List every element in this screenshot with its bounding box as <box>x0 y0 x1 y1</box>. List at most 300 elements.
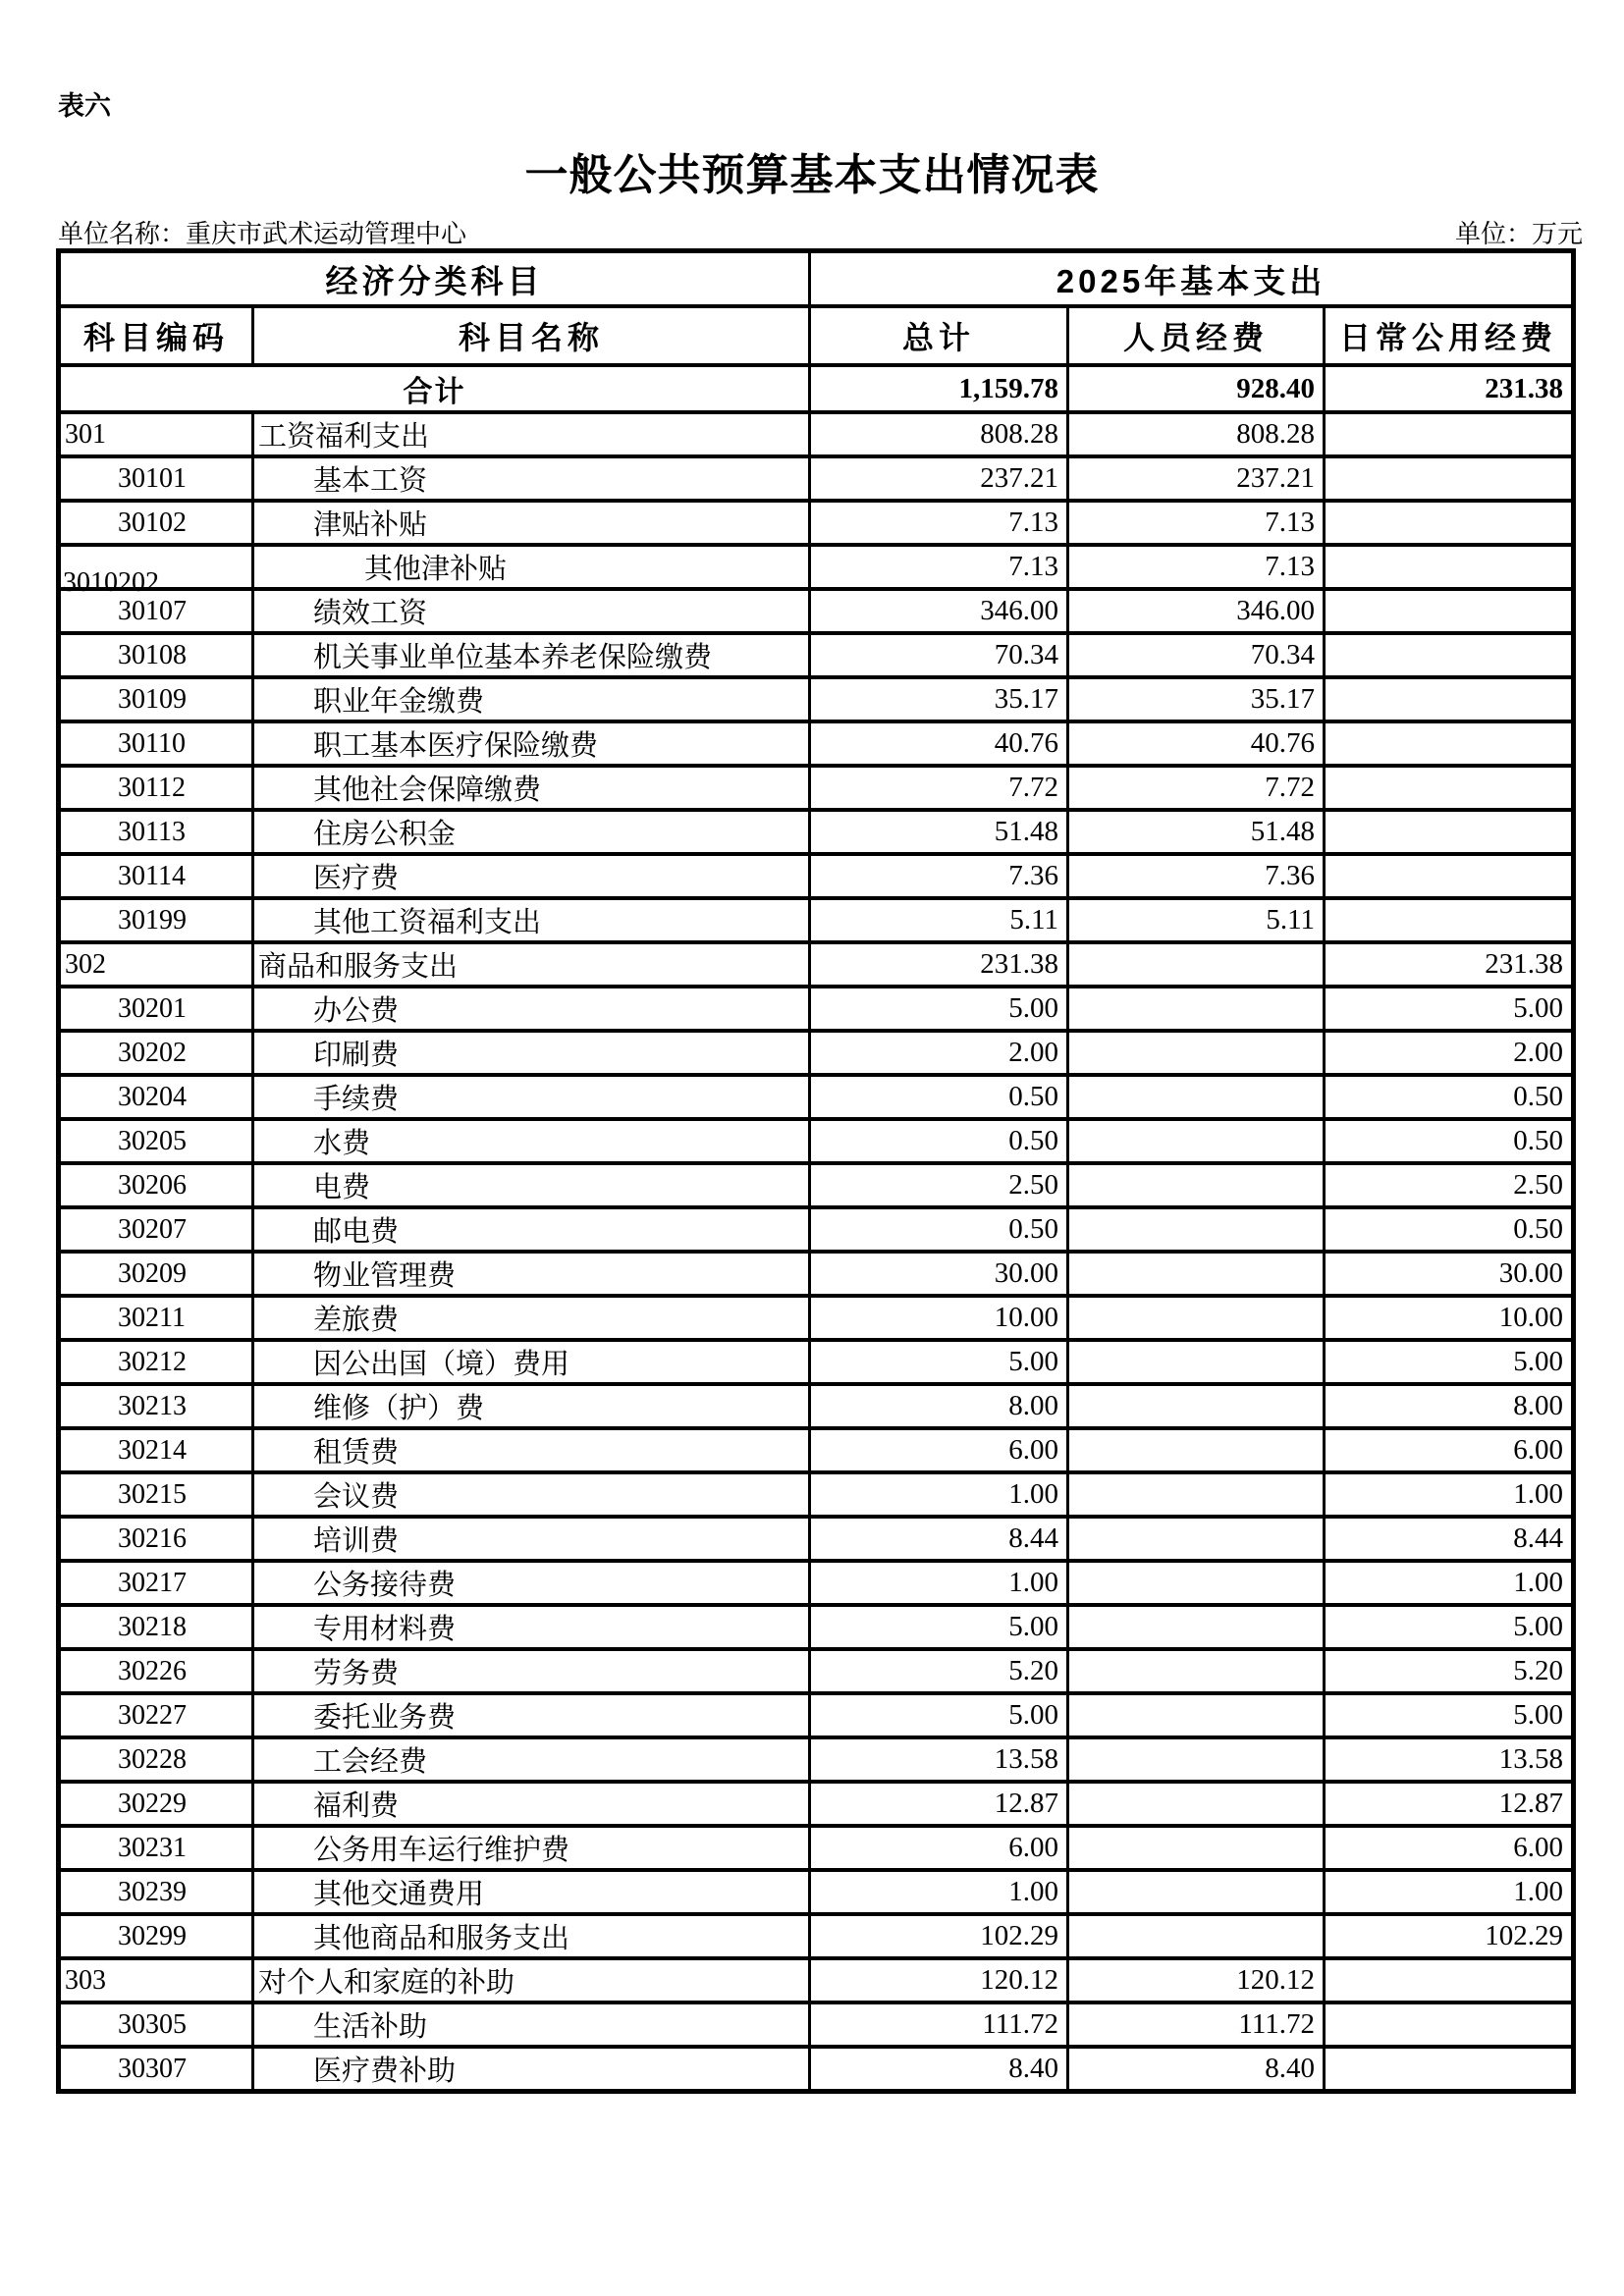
subject-code-cell <box>59 1561 253 1605</box>
subject-name-cell <box>253 1296 810 1340</box>
total-value-cell: 6.00 <box>810 1826 1068 1870</box>
subject-name: 其他工资福利支出 <box>313 907 542 938</box>
personnel-value-cell <box>1068 1207 1325 1252</box>
subject-name-cell <box>253 1826 810 1870</box>
header-columns-row <box>59 306 1574 365</box>
subject-name: 公务接待费 <box>313 1570 457 1601</box>
subject-code-cell <box>59 1782 253 1826</box>
subject-code: 30205 <box>118 1125 187 1156</box>
header-subject-code: 科目编码 <box>59 306 253 365</box>
subject-code: 30112 <box>118 772 186 803</box>
daily-value-cell: 2.50 <box>1325 1163 1574 1207</box>
subject-name-cell <box>253 987 810 1031</box>
subject-name-cell <box>253 1561 810 1605</box>
subject-code-cell <box>59 987 253 1031</box>
daily-value-cell <box>1325 677 1574 721</box>
subject-name: 因公出国（境）费用 <box>313 1349 570 1380</box>
subject-name: 公务用车运行维护费 <box>313 1835 570 1866</box>
subject-code-cell <box>59 1914 253 1958</box>
subject-code: 30231 <box>118 1832 187 1863</box>
daily-value-cell: 30.00 <box>1325 1252 1574 1296</box>
header-subject-name: 科目名称 <box>253 306 810 365</box>
subject-name: 委托业务费 <box>313 1702 457 1734</box>
subject-name: 电费 <box>313 1172 371 1203</box>
table-row <box>59 1075 1574 1119</box>
subject-code: 30307 <box>118 2053 187 2084</box>
subject-code: 30212 <box>118 1346 187 1377</box>
personnel-value-cell <box>1068 1296 1325 1340</box>
personnel-value-cell <box>1068 942 1325 987</box>
personnel-value-cell: 35.17 <box>1068 677 1325 721</box>
subject-code: 3010202 <box>63 567 159 598</box>
table-row <box>59 1207 1574 1252</box>
total-value-cell: 8.40 <box>810 2047 1068 2092</box>
meta-line <box>58 214 1583 250</box>
subject-code-cell <box>59 854 253 898</box>
header-2025-basic-expenditure: 2025年基本支出 <box>810 251 1574 307</box>
daily-value-cell: 5.00 <box>1325 1340 1574 1384</box>
personnel-value-cell: 7.72 <box>1068 766 1325 810</box>
table-row <box>59 1340 1574 1384</box>
subject-code: 30226 <box>118 1655 187 1686</box>
subject-name-cell <box>253 810 810 854</box>
daily-value-cell: 5.00 <box>1325 1605 1574 1649</box>
daily-value-cell: 2.00 <box>1325 1031 1574 1075</box>
subject-name-cell <box>253 2002 810 2047</box>
subject-name-cell <box>253 1693 810 1737</box>
subject-name: 办公费 <box>313 995 400 1027</box>
subject-name: 福利费 <box>313 1790 400 1822</box>
subject-name-cell <box>253 1428 810 1472</box>
subject-name: 绩效工资 <box>313 598 428 629</box>
personnel-value-cell <box>1068 987 1325 1031</box>
table-row <box>59 1031 1574 1075</box>
subject-name: 其他津补贴 <box>364 554 508 585</box>
subject-code-cell <box>59 2002 253 2047</box>
subject-code: 30214 <box>118 1434 187 1466</box>
table-row <box>59 942 1574 987</box>
daily-value-cell: 5.00 <box>1325 1693 1574 1737</box>
personnel-value-cell <box>1068 1384 1325 1428</box>
table-row <box>59 1517 1574 1561</box>
personnel-value-cell <box>1068 1163 1325 1207</box>
table-row <box>59 1252 1574 1296</box>
subject-code-cell <box>59 898 253 942</box>
total-value-cell: 8.00 <box>810 1384 1068 1428</box>
daily-value-cell: 1.00 <box>1325 1472 1574 1517</box>
subject-code-cell <box>59 1252 253 1296</box>
subject-name: 印刷费 <box>313 1040 400 1071</box>
total-value-cell: 7.72 <box>810 766 1068 810</box>
subject-name: 邮电费 <box>313 1216 400 1248</box>
daily-value-cell <box>1325 633 1574 677</box>
header-group-row <box>59 251 1574 307</box>
personnel-value-cell <box>1068 1605 1325 1649</box>
table-row <box>59 810 1574 854</box>
daily-value-cell <box>1325 545 1574 589</box>
table-row <box>59 721 1574 766</box>
daily-value-cell: 0.50 <box>1325 1207 1574 1252</box>
subject-code: 30202 <box>118 1037 187 1068</box>
subject-code-cell <box>59 1472 253 1517</box>
total-value-cell: 5.20 <box>810 1649 1068 1693</box>
personnel-value-cell: 808.28 <box>1068 412 1325 456</box>
subject-name: 生活补助 <box>313 2011 428 2043</box>
table-row <box>59 589 1574 633</box>
table-row <box>59 1605 1574 1649</box>
subject-code-cell <box>59 1693 253 1737</box>
table-row <box>59 545 1574 589</box>
subject-name-cell <box>253 898 810 942</box>
subject-name: 物业管理费 <box>313 1260 457 1292</box>
subject-code-cell <box>59 1517 253 1561</box>
personnel-value-cell <box>1068 1075 1325 1119</box>
total-value-cell: 7.13 <box>810 501 1068 545</box>
daily-value-cell <box>1325 456 1574 501</box>
page-tag: 表六 <box>58 91 111 121</box>
personnel-value-cell <box>1068 1252 1325 1296</box>
subject-name: 会议费 <box>313 1481 400 1513</box>
daily-value-cell <box>1325 898 1574 942</box>
personnel-value-cell <box>1068 1340 1325 1384</box>
subject-name: 医疗费 <box>313 863 400 894</box>
subject-code: 30218 <box>118 1611 187 1642</box>
subject-name: 劳务费 <box>313 1658 400 1689</box>
subject-code: 30217 <box>118 1567 187 1598</box>
total-value-cell: 7.13 <box>810 545 1068 589</box>
subject-code-cell <box>59 633 253 677</box>
table-row <box>59 1737 1574 1782</box>
subject-code: 30110 <box>118 727 186 759</box>
subject-code: 30215 <box>118 1478 187 1510</box>
table-row <box>59 2002 1574 2047</box>
total-value-cell: 0.50 <box>810 1075 1068 1119</box>
subject-name: 其他社会保障缴费 <box>313 774 542 806</box>
total-value-cell: 5.00 <box>810 1693 1068 1737</box>
header-personnel-expense: 人员经费 <box>1068 306 1325 365</box>
personnel-value-cell: 5.11 <box>1068 898 1325 942</box>
subject-name-cell <box>253 1340 810 1384</box>
personnel-value-cell <box>1068 1649 1325 1693</box>
table-row <box>59 1782 1574 1826</box>
personnel-value-cell: 7.36 <box>1068 854 1325 898</box>
subject-name-cell <box>253 1384 810 1428</box>
total-value-cell: 346.00 <box>810 589 1068 633</box>
total-value-cell: 1.00 <box>810 1561 1068 1605</box>
budget-table <box>56 248 1576 2094</box>
subject-name-cell <box>253 412 810 456</box>
subject-name: 专用材料费 <box>313 1614 457 1645</box>
subject-name: 职工基本医疗保险缴费 <box>313 730 599 762</box>
subject-code-cell <box>59 810 253 854</box>
subject-code-cell <box>59 1870 253 1914</box>
daily-value-cell: 6.00 <box>1325 1826 1574 1870</box>
table-row <box>59 1296 1574 1340</box>
subject-name-cell <box>253 1649 810 1693</box>
total-value-cell: 8.44 <box>810 1517 1068 1561</box>
total-value-cell: 120.12 <box>810 1958 1068 2002</box>
daily-value-cell <box>1325 766 1574 810</box>
table-row <box>59 854 1574 898</box>
daily-value-cell <box>1325 2002 1574 2047</box>
personnel-value-cell <box>1068 1119 1325 1163</box>
personnel-value-cell: 51.48 <box>1068 810 1325 854</box>
subject-name-cell <box>253 545 810 589</box>
total-value-cell: 6.00 <box>810 1428 1068 1472</box>
subject-name-cell <box>253 1163 810 1207</box>
total-value-cell: 7.36 <box>810 854 1068 898</box>
subject-name-cell <box>253 1958 810 2002</box>
subject-code: 30229 <box>118 1788 187 1819</box>
subject-name-cell <box>253 1782 810 1826</box>
daily-value-cell: 0.50 <box>1325 1075 1574 1119</box>
table-row <box>59 1472 1574 1517</box>
grand-total-daily: 231.38 <box>1325 365 1574 412</box>
subject-name-cell <box>253 1075 810 1119</box>
table-row <box>59 987 1574 1031</box>
subject-code: 30209 <box>118 1257 187 1289</box>
total-value-cell: 5.11 <box>810 898 1068 942</box>
personnel-value-cell: 237.21 <box>1068 456 1325 501</box>
personnel-value-cell: 120.12 <box>1068 1958 1325 2002</box>
total-value-cell: 2.50 <box>810 1163 1068 1207</box>
daily-value-cell <box>1325 721 1574 766</box>
subject-code-cell <box>59 1958 253 2002</box>
daily-value-cell <box>1325 589 1574 633</box>
subject-code: 30101 <box>118 462 187 494</box>
subject-name-cell <box>253 1517 810 1561</box>
subject-code: 30108 <box>118 639 187 670</box>
subject-name: 其他交通费用 <box>313 1879 485 1910</box>
total-value-cell: 1.00 <box>810 1472 1068 1517</box>
grand-total-personnel: 928.40 <box>1068 365 1325 412</box>
subject-code-cell <box>59 1031 253 1075</box>
subject-code-cell <box>59 1119 253 1163</box>
subject-code: 30228 <box>118 1743 187 1775</box>
subject-code-cell <box>59 1605 253 1649</box>
daily-value-cell: 12.87 <box>1325 1782 1574 1826</box>
table-row <box>59 1384 1574 1428</box>
subject-code: 30213 <box>118 1390 187 1421</box>
subject-code-cell <box>59 1296 253 1340</box>
personnel-value-cell <box>1068 1914 1325 1958</box>
subject-name: 工资福利支出 <box>258 421 430 453</box>
daily-value-cell <box>1325 501 1574 545</box>
daily-value-cell: 10.00 <box>1325 1296 1574 1340</box>
subject-code-cell <box>59 412 253 456</box>
daily-value-cell <box>1325 412 1574 456</box>
table-row <box>59 677 1574 721</box>
total-value-cell: 102.29 <box>810 1914 1068 1958</box>
subject-code-cell <box>59 942 253 987</box>
daily-value-cell <box>1325 810 1574 854</box>
personnel-value-cell <box>1068 1870 1325 1914</box>
subject-name-cell <box>253 2047 810 2092</box>
table-row <box>59 1693 1574 1737</box>
daily-value-cell: 231.38 <box>1325 942 1574 987</box>
daily-value-cell: 102.29 <box>1325 1914 1574 1958</box>
subject-code: 30206 <box>118 1169 187 1201</box>
subject-name-cell <box>253 589 810 633</box>
table-row <box>59 1870 1574 1914</box>
subject-name-cell <box>253 633 810 677</box>
daily-value-cell <box>1325 2047 1574 2092</box>
table-row <box>59 1826 1574 1870</box>
subject-name-cell <box>253 854 810 898</box>
personnel-value-cell <box>1068 1472 1325 1517</box>
subject-code: 30113 <box>118 816 186 847</box>
subject-code: 30211 <box>118 1302 186 1333</box>
subject-code-cell <box>59 1649 253 1693</box>
subject-code-cell <box>59 456 253 501</box>
personnel-value-cell <box>1068 1517 1325 1561</box>
subject-name-cell <box>253 501 810 545</box>
personnel-value-cell: 346.00 <box>1068 589 1325 633</box>
subject-name-cell <box>253 1031 810 1075</box>
subject-code: 30199 <box>118 904 187 935</box>
table-row <box>59 1428 1574 1472</box>
subject-code-cell <box>59 501 253 545</box>
table-row <box>59 412 1574 456</box>
total-value-cell: 2.00 <box>810 1031 1068 1075</box>
unit-measure: 单位：万元 <box>1454 220 1583 248</box>
subject-name: 职业年金缴费 <box>313 686 485 718</box>
subject-name-cell <box>253 721 810 766</box>
table-row <box>59 633 1574 677</box>
subject-name-cell <box>253 766 810 810</box>
daily-value-cell: 6.00 <box>1325 1428 1574 1472</box>
table-row <box>59 456 1574 501</box>
subject-name: 机关事业单位基本养老保险缴费 <box>313 642 713 673</box>
subject-code-cell <box>59 1428 253 1472</box>
subject-code-cell <box>59 1207 253 1252</box>
subject-code-cell <box>59 1340 253 1384</box>
subject-name-cell <box>253 1914 810 1958</box>
personnel-value-cell <box>1068 1782 1325 1826</box>
personnel-value-cell <box>1068 1737 1325 1782</box>
total-value-cell: 237.21 <box>810 456 1068 501</box>
total-value-cell: 30.00 <box>810 1252 1068 1296</box>
subject-name-cell <box>253 1119 810 1163</box>
daily-value-cell: 5.00 <box>1325 987 1574 1031</box>
total-value-cell: 70.34 <box>810 633 1068 677</box>
subject-code: 303 <box>65 1964 106 1996</box>
personnel-value-cell: 8.40 <box>1068 2047 1325 2092</box>
table-row <box>59 2047 1574 2092</box>
subject-code: 30239 <box>118 1876 187 1907</box>
subject-name: 住房公积金 <box>313 819 457 850</box>
subject-name: 商品和服务支出 <box>258 951 459 983</box>
total-value-cell: 5.00 <box>810 1340 1068 1384</box>
daily-value-cell: 8.44 <box>1325 1517 1574 1561</box>
subject-name: 其他商品和服务支出 <box>313 1923 570 1954</box>
subject-code: 30305 <box>118 2008 187 2040</box>
subject-name-cell <box>253 677 810 721</box>
subject-name-cell <box>253 1605 810 1649</box>
subject-name: 对个人和家庭的补助 <box>258 1967 515 1999</box>
daily-value-cell: 0.50 <box>1325 1119 1574 1163</box>
page-title: 一般公共预算基本支出情况表 <box>524 151 1100 199</box>
subject-code-cell <box>59 677 253 721</box>
subject-code: 301 <box>65 418 106 450</box>
grand-total-total: 1,159.78 <box>810 365 1068 412</box>
subject-name: 基本工资 <box>313 465 428 497</box>
table-row <box>59 1163 1574 1207</box>
subject-code-cell <box>59 1384 253 1428</box>
table-row <box>59 1119 1574 1163</box>
personnel-value-cell: 40.76 <box>1068 721 1325 766</box>
total-value-cell: 40.76 <box>810 721 1068 766</box>
total-value-cell: 808.28 <box>810 412 1068 456</box>
table-row <box>59 1649 1574 1693</box>
subject-code: 30114 <box>118 860 186 891</box>
grand-total-label: 合计 <box>59 365 810 412</box>
total-value-cell: 35.17 <box>810 677 1068 721</box>
daily-value-cell: 1.00 <box>1325 1870 1574 1914</box>
table-row <box>59 898 1574 942</box>
personnel-value-cell <box>1068 1561 1325 1605</box>
subject-name-cell <box>253 1252 810 1296</box>
subject-code-cell <box>59 1826 253 1870</box>
personnel-value-cell: 7.13 <box>1068 501 1325 545</box>
subject-code-cell <box>59 545 253 598</box>
subject-code-cell <box>59 1737 253 1782</box>
daily-value-cell: 1.00 <box>1325 1561 1574 1605</box>
subject-name: 医疗费补助 <box>313 2056 457 2087</box>
subject-code: 30207 <box>118 1213 187 1245</box>
personnel-value-cell: 111.72 <box>1068 2002 1325 2047</box>
header-total: 总计 <box>810 306 1068 365</box>
daily-value-cell: 13.58 <box>1325 1737 1574 1782</box>
total-value-cell: 10.00 <box>810 1296 1068 1340</box>
total-value-cell: 231.38 <box>810 942 1068 987</box>
subject-name: 培训费 <box>313 1525 400 1557</box>
table-row <box>59 1914 1574 1958</box>
subject-code: 30216 <box>118 1522 187 1554</box>
subject-code: 30204 <box>118 1081 187 1112</box>
daily-value-cell: 8.00 <box>1325 1384 1574 1428</box>
table-row <box>59 1561 1574 1605</box>
personnel-value-cell: 7.13 <box>1068 545 1325 589</box>
subject-code: 30109 <box>118 683 187 715</box>
subject-code-cell <box>59 1075 253 1119</box>
subject-code: 30299 <box>118 1920 187 1951</box>
header-daily-public-expense: 日常公用经费 <box>1325 306 1574 365</box>
daily-value-cell <box>1325 854 1574 898</box>
total-value-cell: 1.00 <box>810 1870 1068 1914</box>
table-row <box>59 1958 1574 2002</box>
daily-value-cell <box>1325 1958 1574 2002</box>
grand-total-row <box>59 365 1574 412</box>
subject-name: 差旅费 <box>313 1305 400 1336</box>
subject-name-cell <box>253 456 810 501</box>
subject-code: 30102 <box>118 507 187 538</box>
personnel-value-cell <box>1068 1031 1325 1075</box>
subject-code: 302 <box>65 948 106 980</box>
subject-name: 工会经费 <box>313 1746 428 1778</box>
total-value-cell: 0.50 <box>810 1207 1068 1252</box>
subject-name: 水费 <box>313 1128 371 1159</box>
subject-code-cell <box>59 721 253 766</box>
subject-name-cell <box>253 1472 810 1517</box>
table-body <box>59 365 1574 2092</box>
subject-name: 津贴补贴 <box>313 509 428 541</box>
table-row <box>59 501 1574 545</box>
total-value-cell: 51.48 <box>810 810 1068 854</box>
total-value-cell: 111.72 <box>810 2002 1068 2047</box>
subject-name: 租赁费 <box>313 1437 400 1468</box>
total-value-cell: 5.00 <box>810 987 1068 1031</box>
